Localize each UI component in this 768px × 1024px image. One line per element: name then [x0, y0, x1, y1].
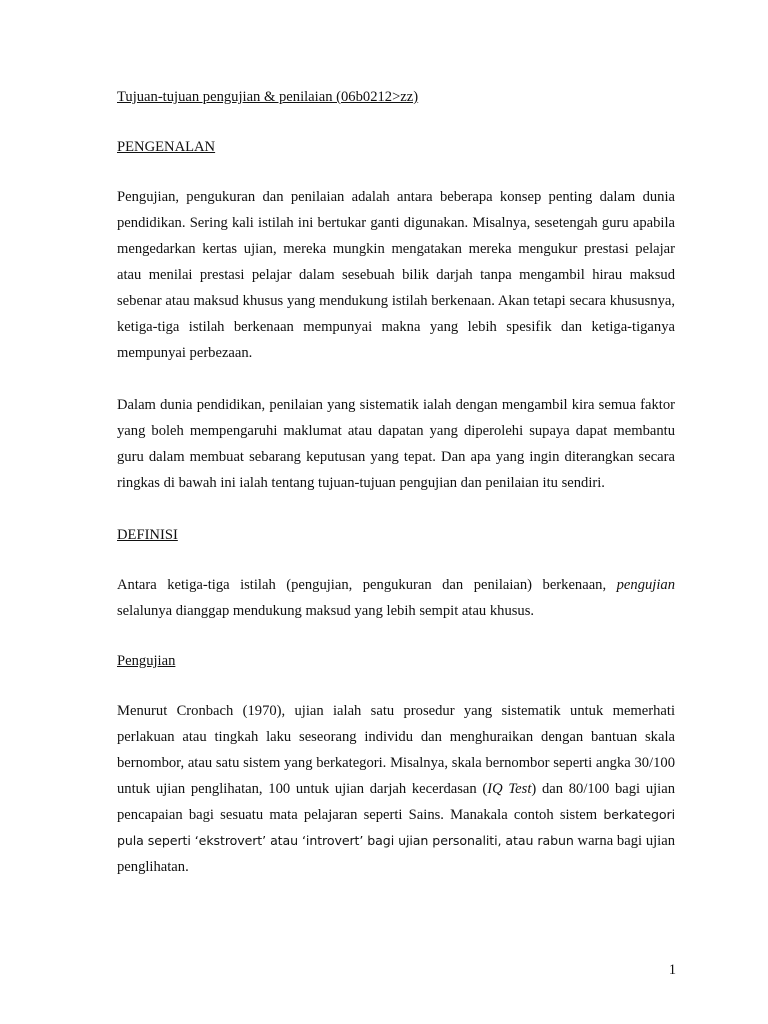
spacer [117, 366, 675, 392]
spacer [117, 674, 675, 698]
document-body [117, 84, 675, 880]
section-heading-definisi: DEFINISI [117, 527, 178, 543]
spacer [117, 110, 675, 134]
pengujian-italic-term: IQ Test [487, 781, 532, 797]
pengujian-text-alt-font: berkategori pula seperti ‘ekstrovert’ atau ‘introvert’ bagi ujian personaliti, atau rabun [117, 807, 675, 848]
document-title: Tujuan-tujuan pengujian & penilaian (06b0212>zz) [117, 89, 419, 105]
section-heading-pengenalan: PENGENALAN [117, 139, 216, 155]
pengenalan-paragraph-1: Pengujian, pengukuran dan penilaian adalah antara beberapa konsep penting dalam dunia pendidikan. Sering kali istilah ini bertukar ganti digunakan. Misalnya, sesetengah guru apabila mengedarkan kertas ujian, mereka mungkin mengatakan mereka mengukur prestasi pelajar atau menilai prestasi pelajar dalam sesebuah bilik darjah tanpa mengambil hirau maksud sebenar atau maksud khusus yang mendukung istilah berkenaan. Akan tetapi secara khususnya, ketiga-tiga istilah berkenaan mempunyai makna yang lebih spesifik dan ketiga-tiganya mempunyai perbezaan. [117, 189, 675, 361]
definisi-text-start: Antara ketiga-tiga istilah (pengujian, pengukuran dan penilaian) berkenaan, [117, 577, 617, 593]
definisi-paragraph [117, 572, 675, 624]
spacer [117, 624, 675, 648]
subsection-heading-pengujian: Pengujian [117, 653, 176, 669]
pengujian-text-part-1: Menurut Cronbach (1970), ujian ialah satu prosedur yang sistematik untuk memerhati perlakuan atau tingkah laku seseorang individu dan menghuraikan dengan bantuan skala bernombor, atau satu sistem yang berkategori. Misalnya, skala bernombor seperti angka 30/100 untuk ujian penglihatan, 100 untuk ujian darjah kecerdasan ( [117, 703, 675, 797]
page-number: 1 [668, 962, 676, 978]
pengenalan-paragraph-2: Dalam dunia pendidikan, penilaian yang sistematik ialah dengan mengambil kira semua faktor yang boleh mempengaruhi maklumat atau dapatan yang diperolehi supaya dapat membantu guru dalam membuat sebarang keputusan yang tepat. Dan apa yang ingin diterangkan secara ringkas di bawah ini ialah tentang tujuan-tujuan pengujian dan penilaian itu sendiri. [117, 397, 675, 491]
spacer [117, 548, 675, 572]
spacer [117, 496, 675, 522]
pengujian-text-part-2: ) dan 80/100 bagi ujian pencapaian bagi sesuatu mata pelajaran seperti Sains. Manakala contoh sistem [117, 781, 676, 823]
definisi-text-end: selalunya dianggap mendukung maksud yang lebih sempit atau khusus. [117, 603, 535, 619]
definisi-italic-term: pengujian [616, 577, 675, 593]
pengujian-text-part-3: warna bagi ujian penglihatan. [117, 833, 675, 875]
pengujian-paragraph [117, 698, 675, 880]
spacer [117, 160, 675, 184]
